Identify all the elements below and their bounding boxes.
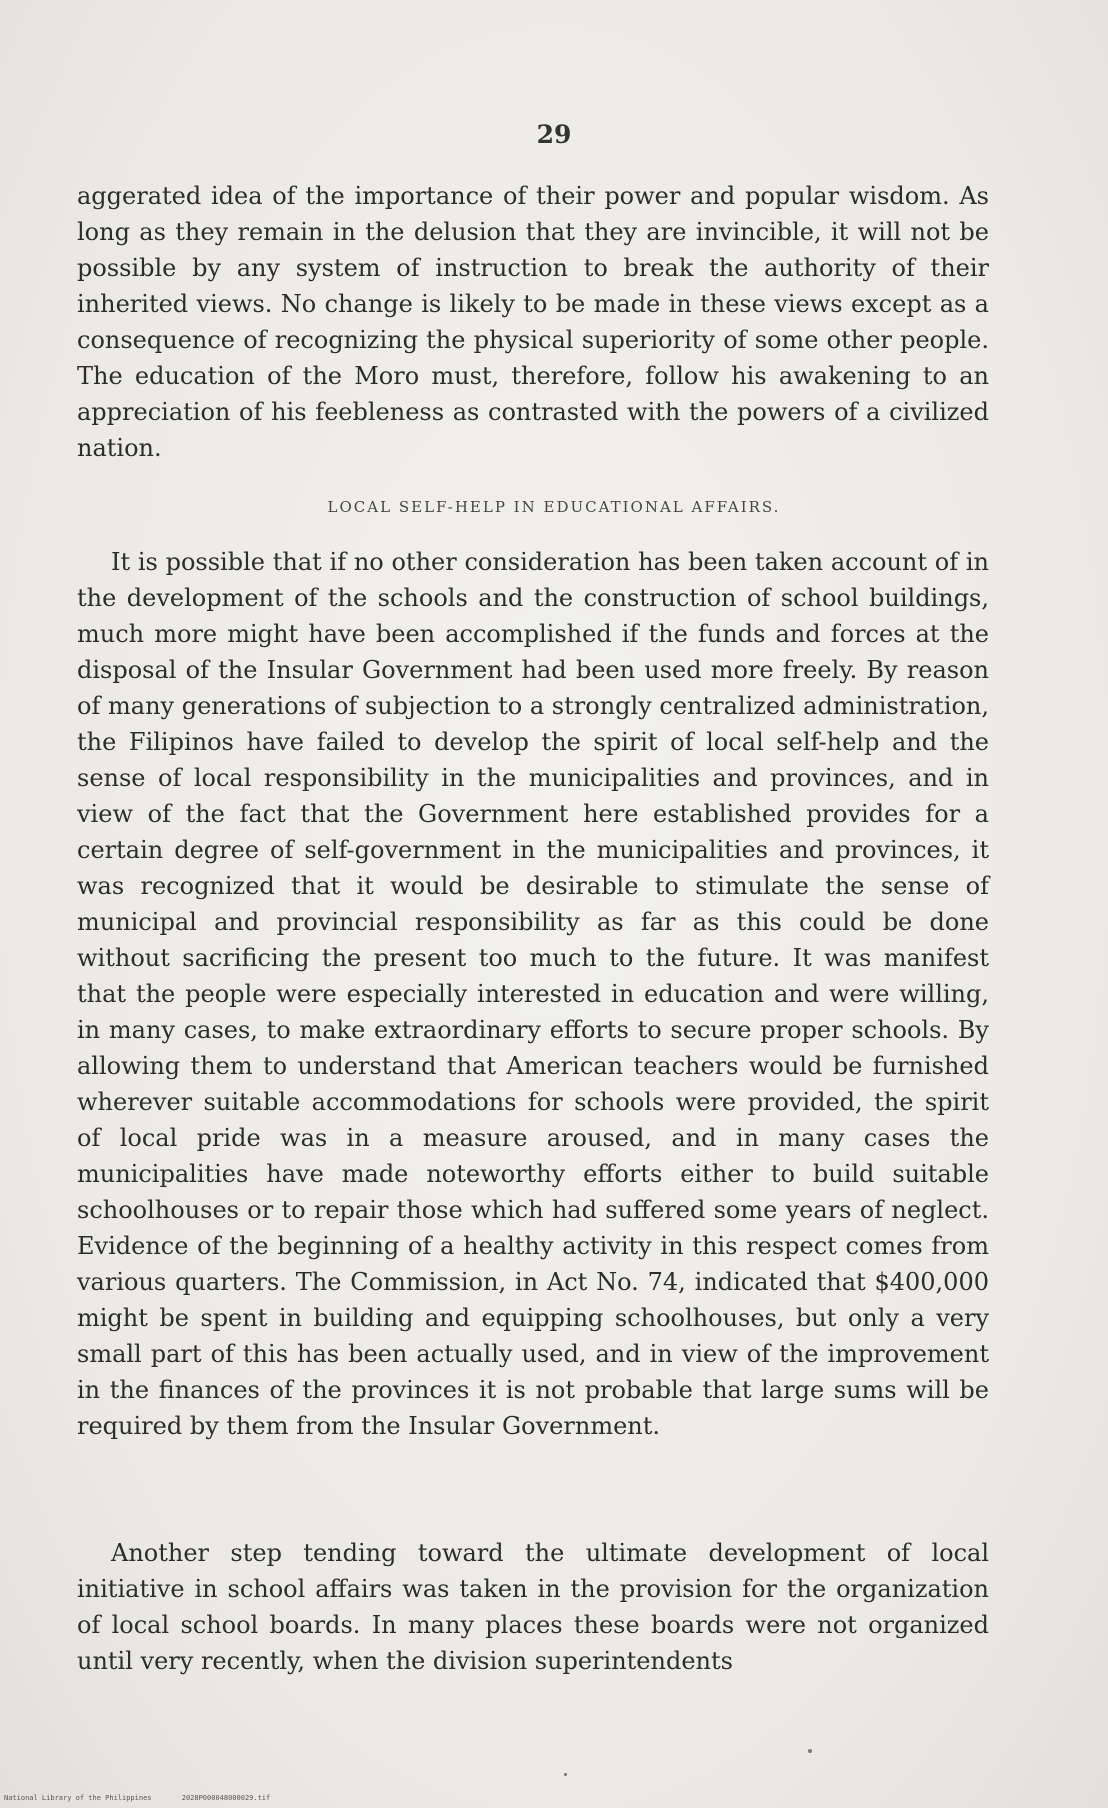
- scan-speck: [564, 1773, 567, 1776]
- paragraph-text: aggerated idea of the importance of their power and popular wisdom. As long as they remain in the delusion that they are invincible, it will not be possible by any system of instruction to break the authority of their inherited views. No change is likely to be made in these views except as a consequence of recognizing the physical superiority of some other people. The education of the Moro must, therefore, follow his awakening to an appreciation of his feebleness as contrasted with the powers of a civilized nation.: [77, 182, 989, 462]
- paragraph-2: [77, 544, 989, 1444]
- page-number: 29: [536, 120, 572, 149]
- paragraph-1: [77, 178, 989, 466]
- scan-speck: [808, 1749, 812, 1753]
- paragraph-text: It is possible that if no other consideration has been taken account of in the development of the schools and the construction of school buildings, much more might have been accomplished if the funds and forces at the disposal of the Insular Government had been used more freely. By reason of many generations of subjection to a strongly centralized administration, the Filipinos have failed to develop the spirit of local self-help and the sense of local responsibility in the municipalities and provinces, and in view of the fact that the Government here established provides for a certain degree of self-government in the municipalities and provinces, it was recognized that it would be desirable to stimulate the sense of municipal and provincial responsibility as far as this could be done without sacrificing the present too much to the future. It was manifest that the people were especially interested in education and were willing, in many cases, to make extraordinary efforts to secure proper schools. By allowing them to understand that American teachers would be furnished wherever suitable accommodations for schools were provided, the spirit of local pride was in a measure aroused, and in many cases the municipalities have made noteworthy efforts either to build suitable schoolhouses or to repair those which had suffered some years of neglect. Evidence of the beginning of a healthy activity in this respect comes from various quarters. The Commission, in Act No. 74, indicated that $400,000 might be spent in building and equipping schoolhouses, but only a very small part of this has been actually used, and in view of the improvement in the finances of the provinces it is not probable that large sums will be required by them from the Insular Government.: [77, 548, 989, 1440]
- paragraph-text: Another step tending toward the ultimate development of local initiative in school affairs was taken in the provision for the organization of local school boards. In many places these boards were not organized until very recently, when the division superintendents: [77, 1539, 989, 1675]
- paragraph-3: [77, 1535, 989, 1679]
- footer-file: 2028P000048000029.tif: [181, 1794, 271, 1802]
- scan-footer: [4, 1794, 296, 1802]
- section-heading: LOCAL SELF-HELP IN EDUCATIONAL AFFAIRS.: [327, 498, 781, 516]
- footer-source: National Library of the Philippines: [4, 1794, 152, 1802]
